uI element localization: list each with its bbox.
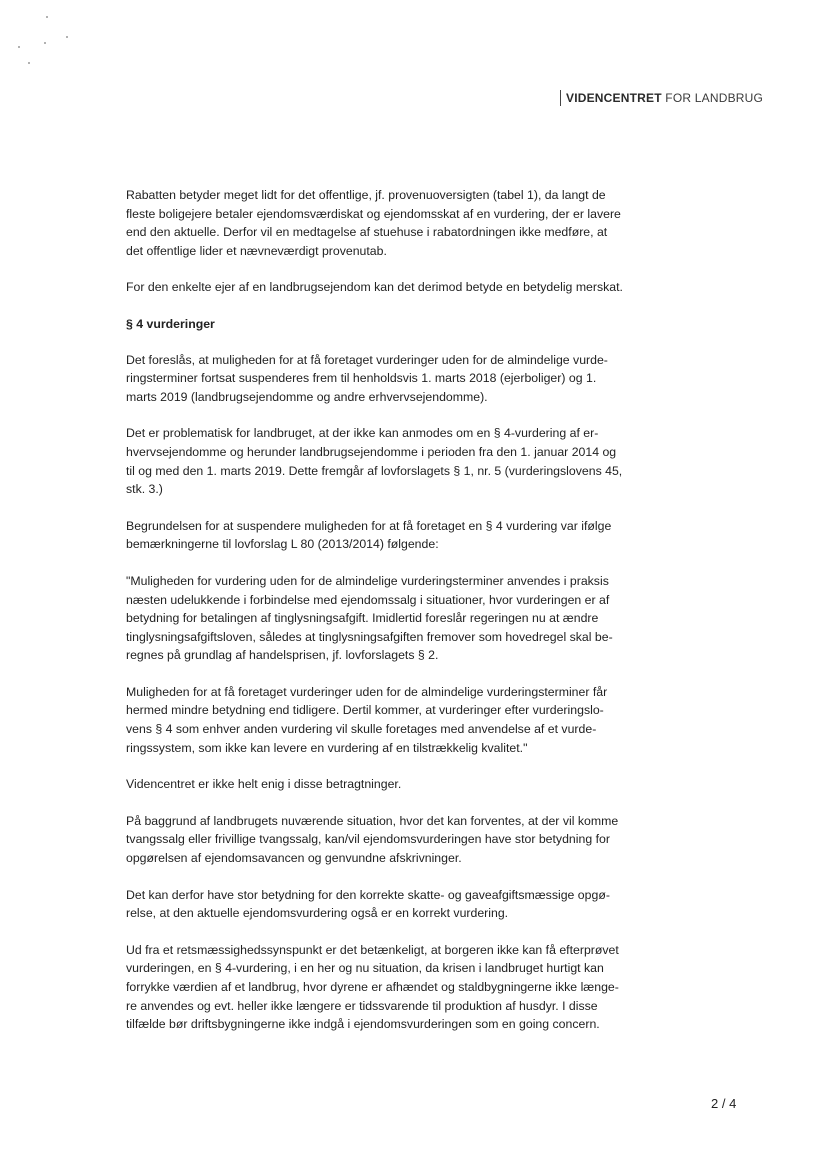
logo-suffix: FOR LANDBRUG <box>665 91 764 105</box>
paragraph-line: marts 2019 (landbrugsejendomme og andre erhvervsejendomme). <box>126 389 488 404</box>
paragraph-line: tilfælde bør driftsbygningerne ikke indgå i ejendomsvurderingen som en going concern. <box>126 1017 600 1032</box>
body-paragraph <box>126 812 658 868</box>
body-paragraph <box>126 278 658 297</box>
paragraph-line: tinglysningsafgiftsloven, således at tinglysningsafgiften fremover som hovedregel skal be- <box>126 629 613 644</box>
body-paragraph <box>126 517 658 554</box>
body-paragraph <box>126 941 658 1034</box>
paragraph-line: "Muligheden for vurdering uden for de almindelige vurderingsterminer anvendes i praksis <box>126 573 609 588</box>
paragraph-line: tvangssalg eller frivillige tvangssalg, kan/vil ejendomsvurderingen have stor betydning for <box>126 832 610 847</box>
paragraph-line: ringssystem, som ikke kan levere en vurdering af en tilstrækkelig kvalitet." <box>126 740 528 755</box>
paragraph-line: Ud fra et retsmæssighedssynspunkt er det betænkeligt, at borgeren ikke kan få efterprøvet <box>126 942 619 957</box>
paragraph-line: For den enkelte ejer af en landbrugsejendom kan det derimod betyde en betydelig merskat. <box>126 280 623 295</box>
paragraph-line: vens § 4 som enhver anden vurdering vil skulle foretages med anvendelse af et vurde- <box>126 722 597 737</box>
paragraph-line: vurderingen, en § 4-vurdering, i en her og nu situation, da krisen i landbruget hurtigt kan <box>126 961 604 976</box>
body-paragraph <box>126 572 658 665</box>
paragraph-line: end den aktuelle. Derfor vil en medtagelse af stuehuse i rabatordningen ikke medføre, at <box>126 225 608 240</box>
paragraph-line: § 4 vurderinger <box>126 316 215 331</box>
paragraph-line: det offentlige lider et nævneværdigt provenutab. <box>126 243 387 258</box>
paragraph-line: Det kan derfor have stor betydning for den korrekte skatte- og gaveafgiftsmæssige opgø- <box>126 887 610 902</box>
paragraph-line: hvervsejendomme og herunder landbrugsejendomme i perioden fra den 1. januar 2014 og <box>126 444 617 459</box>
paragraph-line: Det er problematisk for landbruget, at der ikke kan anmodes om en § 4-vurdering af er- <box>126 426 599 441</box>
paragraph-line: Det foreslås, at muligheden for at få foretaget vurderinger uden for de almindelige vurde- <box>126 352 608 367</box>
body-paragraph <box>126 775 658 794</box>
body-paragraph <box>126 424 658 498</box>
body-paragraph <box>126 186 658 260</box>
body-paragraph <box>126 351 658 407</box>
paragraph-line: På baggrund af landbrugets nuværende situation, hvor det kan forventes, at der vil komme <box>126 813 619 828</box>
paragraph-line: re anvendes og evt. heller ikke længere er tidssvarende til produktion af husdyr. I disse <box>126 998 598 1013</box>
paragraph-line: hermed mindre betydning end tidligere. Dertil kommer, at vurderinger efter vurderingslo- <box>126 703 604 718</box>
paragraph-line: næsten udelukkende i forbindelse med ejendomssalg i situationer, hvor vurderingen er af <box>126 592 610 607</box>
paragraph-line: Videncentret er ikke helt enig i disse betragtninger. <box>126 777 402 792</box>
section-heading <box>126 315 658 334</box>
paragraph-line: stk. 3.) <box>126 482 163 497</box>
document-body <box>126 186 658 1052</box>
paragraph-line: til og med den 1. marts 2019. Dette fremgår af lovforslagets § 1, nr. 5 (vurderingslovens 45, <box>126 463 623 478</box>
body-paragraph <box>126 683 658 757</box>
scan-artifact-dots <box>14 14 74 74</box>
logo-name: VIDENCENTRET <box>566 91 662 105</box>
paragraph-line: betydning for betalingen af tinglysningsafgift. Imidlertid foreslår regeringen nu at ændre <box>126 611 599 626</box>
page-number: 2 / 4 <box>711 1096 737 1111</box>
paragraph-line: opgørelsen af ejendomsavancen og genvundne afskrivninger. <box>126 851 462 866</box>
paragraph-line: regnes på grundlag af handelsprisen, jf. lovforslagets § 2. <box>126 648 439 663</box>
organization-logo <box>560 90 763 106</box>
paragraph-line: bemærkningerne til lovforslag L 80 (2013/2014) følgende: <box>126 537 439 552</box>
paragraph-line: ringsterminer fortsat suspenderes frem til henholdsvis 1. marts 2018 (ejerboliger) og 1. <box>126 371 597 386</box>
paragraph-line: forrykke værdien af et landbrug, hvor dyrene er afhændet og staldbygningerne ikke længe- <box>126 980 619 994</box>
paragraph-line: Begrundelsen for at suspendere muligheden for at få foretaget en § 4 vurdering var ifølge <box>126 518 612 533</box>
paragraph-line: Muligheden for at få foretaget vurderinger uden for de almindelige vurderingsterminer får <box>126 684 608 699</box>
body-paragraph <box>126 886 658 923</box>
paragraph-line: Rabatten betyder meget lidt for det offentlige, jf. provenuoversigten (tabel 1), da langt de <box>126 188 606 202</box>
paragraph-line: relse, at den aktuelle ejendomsvurdering også er en korrekt vurdering. <box>126 906 509 921</box>
paragraph-line: fleste boligejere betaler ejendomsværdiskat og ejendomsskat af en vurdering, der er lavere <box>126 206 621 221</box>
